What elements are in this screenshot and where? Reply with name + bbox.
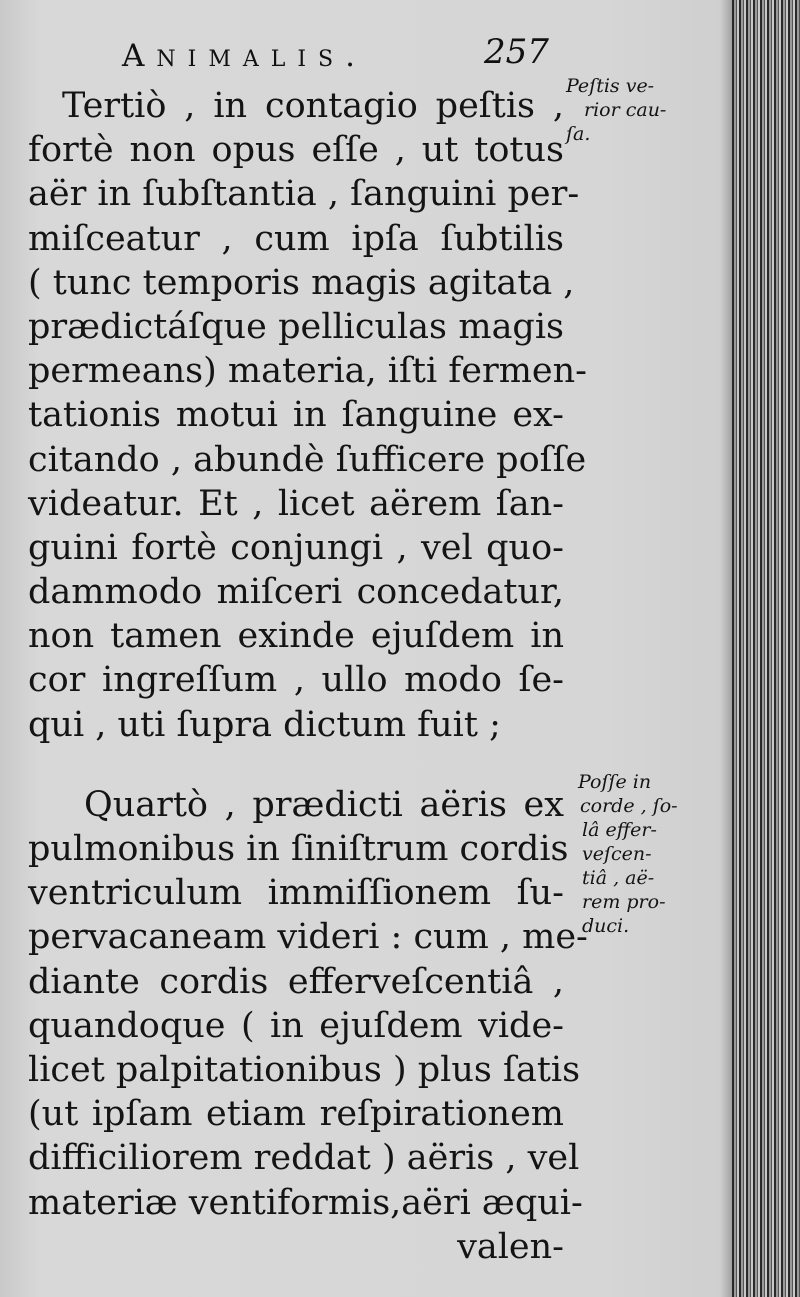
running-title: Animalis. bbox=[122, 38, 367, 74]
text-line: prædictáſque pelliculas magis bbox=[28, 306, 564, 347]
text-line: dammodo miſceri concedatur, bbox=[28, 572, 564, 613]
side-note-line: tiâ , aë- bbox=[582, 867, 655, 889]
text-line: difficiliorem reddat ) aëris , vel bbox=[28, 1138, 580, 1179]
text-line: pervacaneam videri : cum , me- bbox=[28, 917, 588, 958]
paragraph-gap bbox=[28, 747, 564, 783]
text-line: diante cordis effervеſcentiâ , bbox=[28, 961, 564, 1002]
text-line: guini fortè conjungi , vel quo- bbox=[28, 527, 564, 568]
text-line: miſceatur , cum ipſa ſubtilis bbox=[28, 218, 564, 259]
side-note bbox=[578, 770, 678, 938]
text-line: permeans) materia, iſti fermen- bbox=[28, 351, 587, 392]
side-note-line: ſa. bbox=[566, 123, 591, 145]
side-note-line: Poſſe in bbox=[578, 771, 652, 793]
page-number: 257 bbox=[484, 32, 549, 72]
text-line: Quartò , prædicti aëris ex bbox=[84, 784, 564, 825]
side-note bbox=[566, 74, 666, 146]
side-note-line: rior cau- bbox=[584, 99, 667, 121]
text-line: Tertiò , in contagio peſtis , bbox=[62, 86, 564, 126]
running-head bbox=[122, 32, 552, 76]
text-line: materiæ ventiformis,aëri æqui- bbox=[28, 1182, 583, 1223]
book-fore-edge bbox=[732, 0, 800, 1297]
side-note-line: duci. bbox=[582, 915, 630, 937]
side-note-line: Peſtis ve- bbox=[566, 75, 655, 97]
text-line: (ut ipſam etiam reſpirationem bbox=[28, 1094, 564, 1135]
text-line: pulmonibus in ſiniſtrum cordis bbox=[28, 829, 569, 869]
catchword-line: valen- bbox=[457, 1226, 564, 1267]
text-line: videatur. Et , licet aërem ſan- bbox=[28, 483, 564, 524]
text-line: quandoque ( in ejuſdem vide- bbox=[28, 1005, 564, 1046]
text-line: fortè non opus eſſe , ut totus bbox=[28, 130, 564, 171]
side-note-line: lâ effer- bbox=[582, 819, 657, 841]
text-line: ventriculum immiſſionem ſu- bbox=[28, 873, 564, 914]
text-line: citando , abundè ſufficere poſſe bbox=[28, 439, 587, 480]
text-line: non tamen exinde ejuſdem in bbox=[28, 616, 564, 657]
text-line: ( tunc temporis magis agitata , bbox=[28, 262, 575, 303]
text-line: tationis motui in ſanguine ex- bbox=[28, 395, 564, 436]
text-line: licet palpitationibus ) plus ſatis bbox=[28, 1049, 581, 1090]
side-note-line: corde , ſo- bbox=[580, 795, 678, 817]
text-line: qui , uti ſupra dictum fuit ; bbox=[28, 704, 501, 745]
text-line: aër in ſubſtantia , ſanguini per- bbox=[28, 174, 580, 215]
body-text bbox=[28, 84, 588, 1269]
side-note-line: rem pro- bbox=[582, 891, 666, 913]
side-note-line: veſcen- bbox=[582, 843, 652, 865]
text-line: cor ingreſſum , ullo modo ſe- bbox=[28, 660, 564, 701]
